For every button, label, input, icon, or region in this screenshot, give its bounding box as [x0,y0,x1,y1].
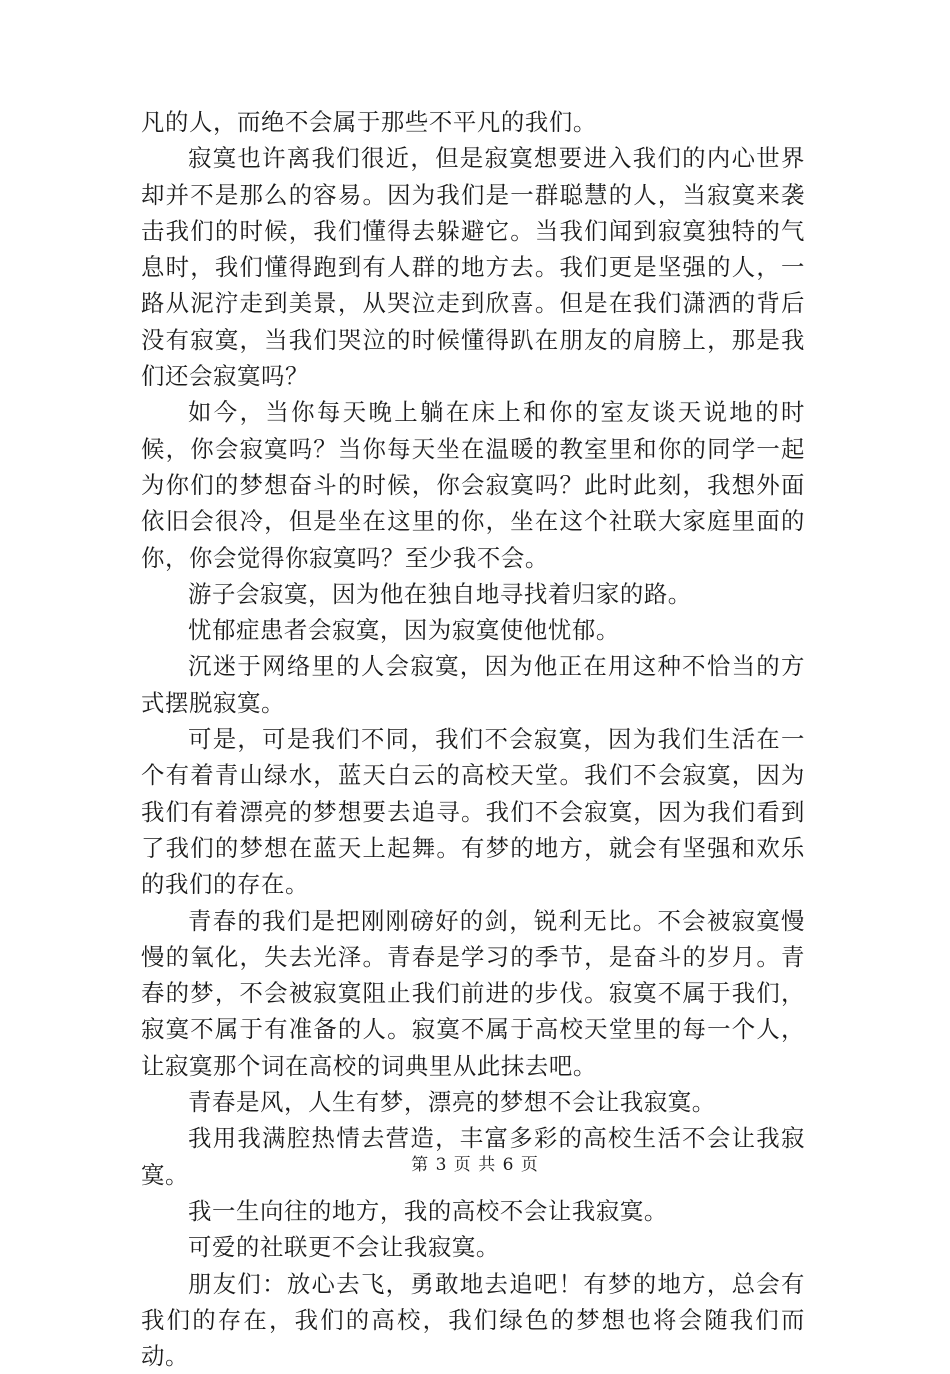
paragraph: 可是，可是我们不同，我们不会寂寞，因为我们生活在一个有着青山绿水，蓝天白云的高校天堂。我们不会寂寞，因为我们有着漂亮的梦想要去追寻。我们不会寂寞，因为我们看到了我们的梦想在蓝天上起舞。有梦的地方，就会有坚强和欢乐的我们的存在。 [141,721,805,902]
paragraph: 沉迷于网络里的人会寂寞，因为他正在用这种不恰当的方式摆脱寂寞。 [141,648,805,721]
paragraph: 我一生向往的地方，我的高校不会让我寂寞。 [141,1193,805,1229]
page-number-footer: 第 3 页 共 6 页 [0,1150,950,1175]
paragraph: 游子会寂寞，因为他在独自地寻找着归家的路。 [141,576,805,612]
paragraph: 忧郁症患者会寂寞，因为寂寞使他忧郁。 [141,612,805,648]
paragraph-continued: 凡的人，而绝不会属于那些不平凡的我们。 [141,104,805,140]
paragraph: 可爱的社联更不会让我寂寞。 [141,1229,805,1265]
paragraph: 寂寞也许离我们很近，但是寂寞想要进入我们的内心世界却并不是那么的容易。因为我们是一群聪慧的人，当寂寞来袭击我们的时候，我们懂得去躲避它。当我们闻到寂寞独特的气息时，我们懂得跑到有人群的地方去。我们更是坚强的人，一路从泥泞走到美景，从哭泣走到欣喜。但是在我们潇洒的背后没有寂寞，当我们哭泣的时候懂得趴在朋友的肩膀上，那是我们还会寂寞吗？ [141,140,805,394]
document-body [141,104,805,1374]
paragraph: 我用我满腔热情去营造，丰富多彩的高校生活不会让我寂寞。 [141,1120,805,1193]
paragraph: 朋友们：放心去飞，勇敢地去追吧！有梦的地方，总会有我们的存在，我们的高校，我们绿色的梦想也将会随我们而动。 [141,1266,805,1374]
paragraph: 青春是风，人生有梦，漂亮的梦想不会让我寂寞。 [141,1084,805,1120]
paragraph: 如今，当你每天晚上躺在床上和你的室友谈天说地的时候，你会寂寞吗？当你每天坐在温暖的教室里和你的同学一起为你们的梦想奋斗的时候，你会寂寞吗？此时此刻，我想外面依旧会很冷，但是坐在这里的你，坐在这个社联大家庭里面的你，你会觉得你寂寞吗？至少我不会。 [141,394,805,575]
paragraph: 青春的我们是把刚刚磅好的剑，锐利无比。不会被寂寞慢慢的氧化，失去光泽。青春是学习的季节，是奋斗的岁月。青春的梦，不会被寂寞阻止我们前进的步伐。寂寞不属于我们，寂寞不属于有准备的人。寂寞不属于高校天堂里的每一个人，让寂寞那个词在高校的词典里从此抹去吧。 [141,903,805,1084]
